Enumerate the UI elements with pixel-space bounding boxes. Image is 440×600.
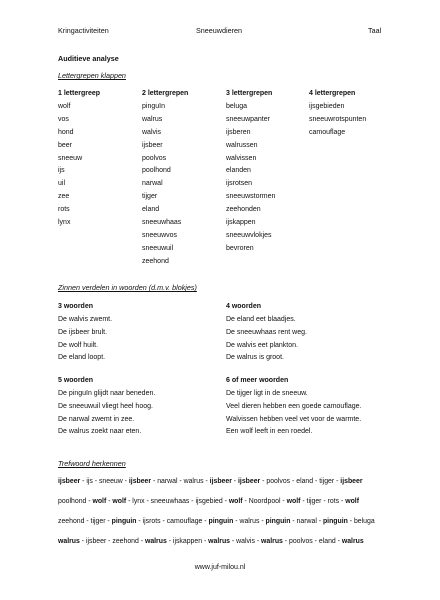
header-left: Kringactiviteiten bbox=[58, 26, 109, 35]
list-item: ijsrotsen bbox=[226, 180, 253, 188]
keyword-line bbox=[58, 478, 398, 498]
list-item: sneeuw bbox=[58, 154, 83, 162]
keyword-highlight: walrus bbox=[144, 538, 167, 545]
keyword-highlight: pinguin bbox=[111, 518, 137, 525]
keyword-highlight: ijsbeer bbox=[58, 478, 81, 485]
keyword-text: - ijsrots - camouflage - bbox=[136, 518, 209, 525]
list-item: sneeuwrotspunten bbox=[309, 115, 367, 123]
keyword-highlight: wolf bbox=[228, 498, 243, 505]
list-item: sneeuwuil bbox=[142, 244, 174, 252]
list-item: tijger bbox=[142, 193, 158, 201]
list-item: De narwal zwemt in zee. bbox=[58, 415, 135, 423]
list-item: De walvis eet plankton. bbox=[226, 341, 298, 349]
keyword-highlight: ijsbeer bbox=[340, 478, 363, 485]
list-item: Een wolf leeft in een roedel. bbox=[226, 428, 313, 436]
column-heading: 1 lettergreep bbox=[58, 90, 101, 97]
keyword-line bbox=[58, 498, 398, 518]
block-heading: 5 woorden bbox=[58, 377, 94, 384]
keyword-text: - narwal - walrus - bbox=[151, 478, 210, 485]
block-heading: 6 of meer woorden bbox=[226, 377, 289, 384]
list-item: De walrus is groot. bbox=[226, 354, 284, 362]
list-item: uil bbox=[58, 180, 66, 188]
keyword-highlight: ijsbeer bbox=[128, 478, 152, 485]
keyword-highlight: walrus bbox=[58, 538, 80, 545]
list-item: De wolf huilt. bbox=[58, 341, 99, 349]
sentence-block-4 bbox=[226, 303, 307, 367]
list-item: zeehond bbox=[142, 257, 169, 265]
list-item: ijs bbox=[58, 167, 65, 175]
list-item: rots bbox=[58, 206, 70, 214]
keyword-title: Trefwoord herkennen bbox=[58, 459, 126, 468]
list-item: De sneeuwuil vliegt heel hoog. bbox=[58, 402, 153, 410]
list-item: zee bbox=[58, 193, 70, 201]
list-item: ijsbeer bbox=[142, 141, 163, 149]
keyword-text: - poolvos - eland - bbox=[282, 538, 342, 545]
list-item: walvissen bbox=[226, 154, 257, 162]
list-item: sneeuwvos bbox=[142, 231, 178, 239]
list-item: beer bbox=[58, 141, 73, 149]
keyword-highlight: pinguin bbox=[265, 518, 291, 525]
list-item: wolf bbox=[58, 103, 71, 110]
block-heading: 4 woorden bbox=[226, 303, 262, 310]
list-item: ijskappen bbox=[226, 219, 256, 227]
list-item: elanden bbox=[226, 167, 251, 175]
keyword-text: - beluga bbox=[347, 518, 375, 525]
keyword-line bbox=[58, 538, 398, 558]
list-item: poolvos bbox=[142, 154, 167, 162]
keyword-text: poolhond - bbox=[58, 498, 93, 505]
list-item: bevroren bbox=[226, 244, 254, 252]
list-item: De ijsbeer brult. bbox=[58, 328, 108, 336]
list-item: camouflage bbox=[309, 128, 346, 136]
list-item: walvis bbox=[142, 128, 162, 136]
list-item: eland bbox=[142, 206, 160, 214]
keyword-highlight: walrus bbox=[341, 538, 364, 545]
list-item: De walrus zoekt naar eten. bbox=[58, 428, 142, 436]
keyword-lines bbox=[58, 478, 398, 558]
sentence-block-6 bbox=[226, 377, 361, 441]
keyword-text: zeehond - tijger - bbox=[58, 518, 112, 525]
syllable-column-3 bbox=[226, 90, 275, 258]
list-item: De tijger ligt in de sneeuw. bbox=[226, 390, 308, 397]
sentence-block-5 bbox=[58, 377, 155, 441]
keyword-highlight: wolf bbox=[345, 498, 359, 505]
keyword-text: - ijskappen - bbox=[166, 538, 209, 545]
list-item: walrussen bbox=[226, 141, 258, 149]
header-center: Sneeuwdieren bbox=[196, 26, 242, 35]
list-item: Veel dieren hebben een goede camouflage. bbox=[226, 402, 362, 410]
syllable-column-1 bbox=[58, 90, 100, 232]
list-item: De walvis zwemt. bbox=[58, 316, 113, 323]
keyword-highlight: wolf bbox=[112, 498, 127, 505]
list-item: De pinguïn glijdt naar beneden. bbox=[58, 390, 156, 397]
column-heading: 4 lettergrepen bbox=[309, 90, 356, 97]
list-item: beluga bbox=[226, 103, 248, 110]
list-item: pinguïn bbox=[142, 103, 165, 110]
list-item: ijsberen bbox=[226, 128, 251, 136]
keyword-text: - ijs - sneeuw - bbox=[80, 478, 129, 485]
keyword-highlight: pinguin bbox=[208, 518, 234, 525]
keyword-text: - narwal - bbox=[290, 518, 323, 525]
section-title: Auditieve analyse bbox=[58, 54, 119, 63]
list-item: De sneeuwhaas rent weg. bbox=[226, 328, 307, 336]
list-item: walrus bbox=[142, 115, 163, 123]
keyword-text: - ijsbeer - zeehond - bbox=[79, 538, 145, 545]
keyword-highlight: ijsbeer bbox=[238, 478, 261, 485]
sentences-title: Zinnen verdelen in woorden (d.m.v. blokjes) bbox=[58, 283, 197, 292]
keyword-text: - poolvos - eland - tijger - bbox=[260, 478, 341, 485]
keyword-text: - walvis - bbox=[230, 538, 262, 545]
keyword-highlight: walrus bbox=[208, 538, 231, 545]
list-item: vos bbox=[58, 115, 69, 123]
keyword-text: - tijger - rots - bbox=[300, 498, 346, 505]
keyword-text: - lynx - sneeuwhaas - ijsgebied - bbox=[126, 498, 229, 505]
keyword-highlight: ijsbeer bbox=[209, 478, 232, 485]
column-heading: 3 lettergrepen bbox=[226, 90, 273, 97]
keyword-text: - Noordpool - bbox=[242, 498, 287, 505]
keyword-highlight: wolf bbox=[92, 498, 107, 505]
list-item: hond bbox=[58, 128, 74, 136]
list-item: ijsgebieden bbox=[309, 103, 345, 110]
keyword-text: - bbox=[106, 498, 113, 505]
keyword-highlight: pinguin bbox=[322, 518, 348, 525]
header-right: Taal bbox=[368, 26, 382, 35]
syllables-title: Lettergrepen klappen bbox=[58, 71, 126, 80]
keyword-text: - walrus - bbox=[233, 518, 266, 525]
list-item: sneeuwhaas bbox=[142, 219, 182, 227]
syllable-column-4 bbox=[309, 90, 366, 142]
block-heading: 3 woorden bbox=[58, 303, 94, 310]
keyword-text: - bbox=[231, 478, 239, 485]
keyword-highlight: walrus bbox=[261, 538, 283, 545]
column-heading: 2 lettergrepen bbox=[142, 90, 189, 97]
list-item: narwal bbox=[142, 180, 163, 188]
list-item: zeehonden bbox=[226, 206, 261, 214]
list-item: sneeuwpanter bbox=[226, 115, 270, 123]
syllable-column-2 bbox=[142, 90, 188, 271]
list-item: sneeuwvlokjes bbox=[226, 231, 272, 239]
list-item: lynx bbox=[58, 219, 71, 227]
sentence-block-3 bbox=[58, 303, 112, 367]
keyword-line bbox=[58, 518, 398, 538]
keyword-highlight: wolf bbox=[286, 498, 301, 505]
list-item: sneeuwstormen bbox=[226, 193, 276, 201]
list-item: De eland eet blaadjes. bbox=[226, 316, 296, 323]
list-item: De eland loopt. bbox=[58, 354, 106, 362]
list-item: Walvissen hebben veel vet voor de warmte. bbox=[226, 415, 362, 423]
list-item: poolhond bbox=[142, 167, 171, 175]
footer-url: www.juf-milou.nl bbox=[194, 564, 246, 571]
